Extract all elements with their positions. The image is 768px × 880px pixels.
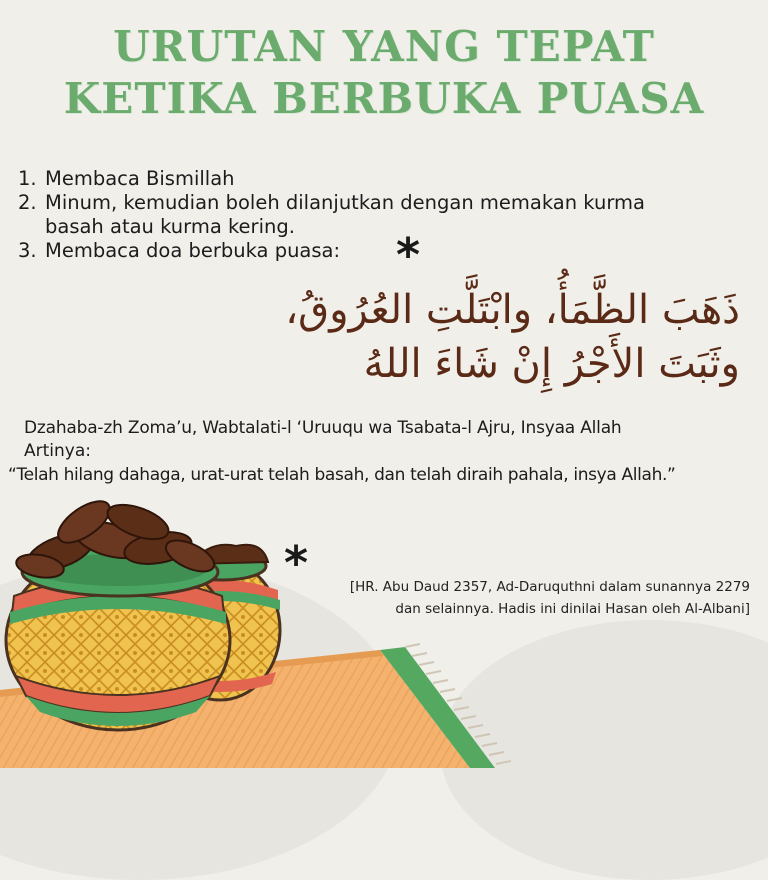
page-title-line-2: KETIKA BERBUKA PUASA: [63, 74, 705, 123]
reference-line-1: [HR. Abu Daud 2357, Ad-Daruquthni dalam sunannya 2279: [349, 579, 750, 595]
step-text-continuation: basah atau kurma kering.: [45, 215, 295, 238]
reference-line-2: dan selainnya. Hadis ini dinilai Hasan oleh Al-Albani]: [395, 601, 750, 617]
transliteration: Dzahaba-zh Zoma’u, Wabtalati-l ‘Uruuqu wa Tsabata-l Ajru, Insyaa Allah: [24, 418, 622, 438]
meaning-text: “Telah hilang dahaga, urat-urat telah basah, dan telah diraih pahala, insya Allah.”: [8, 465, 676, 485]
meaning-label: Artinya:: [24, 441, 91, 461]
page-title-line-1: URUTAN YANG TEPAT: [113, 22, 655, 71]
step-number: 1.: [18, 167, 37, 190]
list-item: [18, 191, 758, 239]
step-text: Membaca Bismillah: [45, 167, 235, 190]
step-number: 2.: [18, 191, 37, 214]
list-item: [18, 167, 758, 191]
arabic-prayer-line-2: وثَبَتَ الأَجْرُ إِنْ شَاءَ اللهُ: [363, 341, 740, 387]
list-item: [18, 239, 758, 263]
asterisk-icon: *: [284, 536, 309, 590]
dates-pot-illustration: [0, 500, 540, 768]
asterisk-icon: *: [396, 228, 421, 282]
step-text: Membaca doa berbuka puasa:: [45, 239, 341, 262]
steps-list: [18, 167, 758, 263]
step-number: 3.: [18, 239, 37, 262]
arabic-prayer-line-1: ذَهَبَ الظَّمَأُ، وابْتَلَّتِ العُرُوقُ،: [285, 287, 740, 333]
step-text: Minum, kemudian boleh dilanjutkan dengan memakan kurma: [45, 191, 645, 214]
